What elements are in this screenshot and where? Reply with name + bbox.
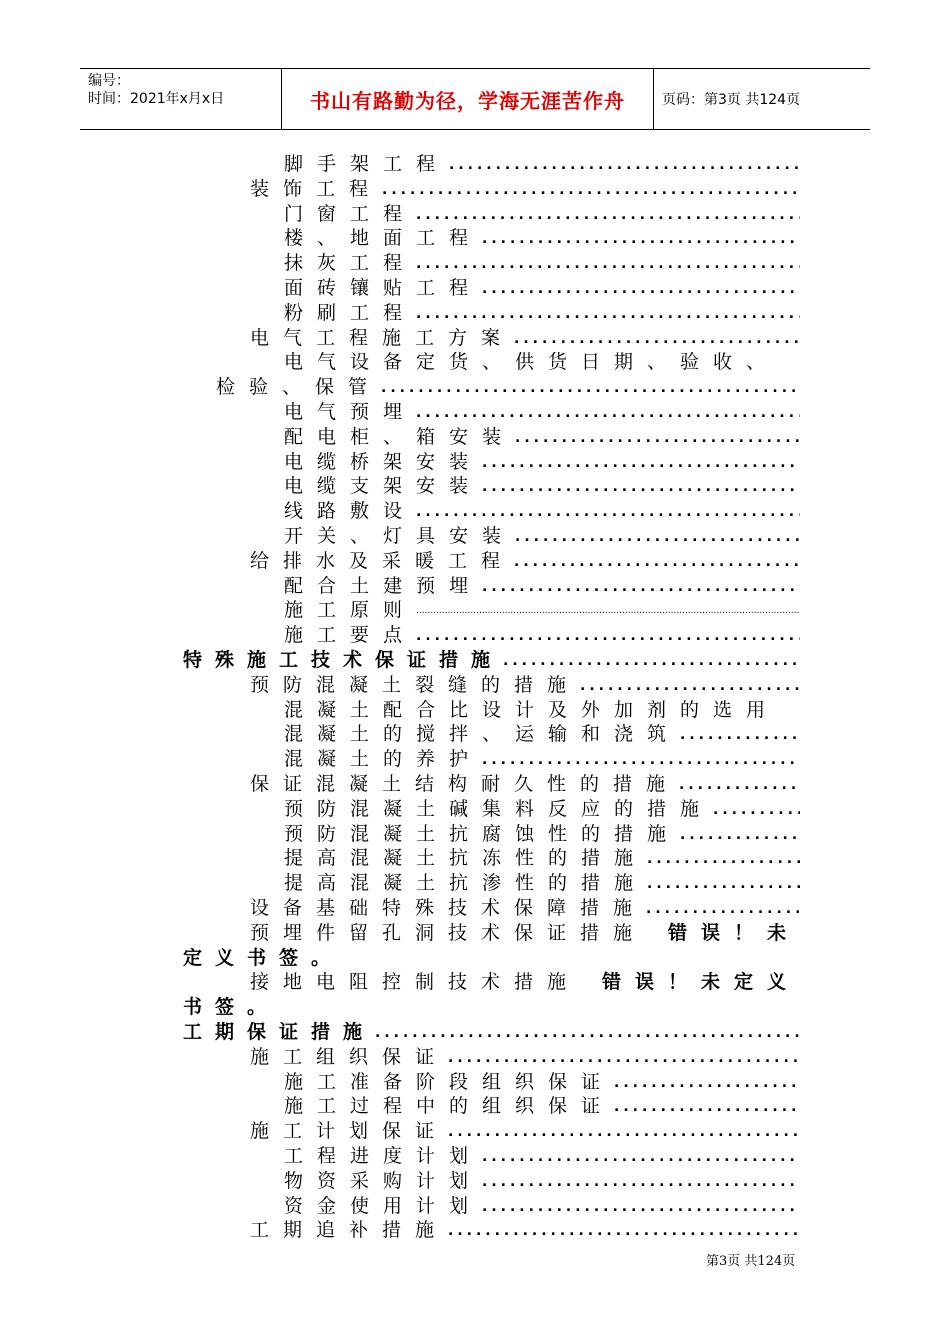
toc-entry-title: 混凝土的养护	[284, 748, 483, 771]
header-motto: 书山有路勤为径，学海无涯苦作舟	[310, 88, 625, 113]
toc-leader-dots	[382, 181, 800, 201]
toc-entry-title: 电缆桥架安装	[284, 450, 483, 473]
toc-leader-dots	[647, 875, 800, 895]
toc-entry-title: 线路敷设	[284, 500, 417, 523]
toc-leader-dots	[580, 677, 800, 697]
toc-entry-title: 预防混凝土抗腐蚀性的措施	[284, 822, 681, 845]
toc-entry[interactable]	[284, 524, 800, 548]
toc-leader-dots	[482, 578, 800, 598]
header-page-label: 页码：第3页 共124页	[662, 92, 801, 108]
toc-leader-dots	[482, 1198, 800, 1218]
toc-entry-title: 面砖镶贴工程	[284, 277, 483, 299]
toc-entry[interactable]	[284, 450, 800, 474]
toc-entry[interactable]	[250, 896, 800, 920]
toc-leader-dots	[647, 850, 800, 870]
toc-entry-title: 工程进度计划	[284, 1145, 483, 1167]
toc-entry-title: 配合土建预埋	[284, 574, 483, 597]
toc-entry[interactable]	[284, 226, 800, 250]
toc-entry[interactable]	[284, 797, 800, 821]
toc-leader-dots	[482, 1148, 800, 1168]
toc-leader-dots	[514, 330, 800, 350]
toc-entry-title: 开关、灯具安装	[284, 525, 516, 547]
toc-entry[interactable]	[183, 648, 800, 672]
toc-leader-dots	[482, 478, 800, 498]
toc-leader-dots	[713, 801, 800, 821]
toc-entry-title: 工期追补措施	[250, 1219, 449, 1242]
toc-entry-title: 施工过程中的组织保证	[284, 1095, 615, 1118]
toc-entry[interactable]	[250, 970, 800, 994]
toc-entry[interactable]	[284, 871, 800, 895]
page-header	[80, 68, 870, 130]
toc-leader-dots	[614, 1074, 800, 1094]
toc-entry[interactable]	[284, 251, 800, 275]
toc-leader-dots	[503, 652, 800, 672]
toc-error-text: 错误！未	[667, 921, 800, 944]
toc-leader-dots	[482, 230, 800, 250]
toc-entry[interactable]	[250, 326, 800, 350]
toc-entry-title: 工期保证措施	[183, 1021, 376, 1043]
toc-entry-title: 检验、保管	[216, 376, 382, 399]
toc-entry[interactable]	[250, 1218, 800, 1242]
toc-leader-dots	[482, 751, 800, 771]
toc-leader-dots	[416, 206, 800, 226]
toc-entry-title: 施工原则	[284, 599, 417, 622]
toc-entry-title: 电缆支架安装	[284, 475, 483, 498]
toc-entry-title: 门窗工程	[284, 202, 417, 225]
toc-leader-dots	[680, 826, 800, 846]
toc-entry-title: 预埋件留孔洞技术保证措施	[250, 921, 647, 944]
toc-entry-title: 电气预埋	[284, 401, 417, 423]
toc-entry[interactable]	[284, 276, 800, 300]
toc-leader-dots	[679, 776, 800, 796]
toc-entry[interactable]	[284, 623, 800, 647]
toc-entry[interactable]	[284, 474, 800, 498]
toc-entry-title: 电气工程施工方案	[250, 326, 515, 349]
toc-leader-dots	[375, 1024, 800, 1044]
toc-entry-title: 施工计划保证	[250, 1120, 449, 1143]
toc-entry[interactable]	[284, 400, 800, 424]
toc-entry-title: 楼、地面工程	[284, 227, 483, 250]
header-meta	[88, 72, 224, 108]
toc-entry-title: 特殊施工技术保证措施	[183, 649, 504, 671]
toc-leader-dots	[448, 1049, 800, 1069]
toc-entry-title: 装饰工程	[250, 177, 383, 200]
toc-entry[interactable]	[250, 921, 800, 945]
toc-leader-dots	[448, 1222, 800, 1242]
toc-entry[interactable]	[284, 1070, 800, 1094]
toc-entry[interactable]	[250, 177, 800, 201]
toc-entry-title: 给排水及采暖工程	[250, 549, 515, 572]
toc-entry-title: 抹灰工程	[284, 252, 417, 275]
toc-leader-dots	[416, 404, 800, 424]
toc-entry-title: 电气设备定货、供货日期、验收、	[284, 351, 780, 374]
header-divider	[653, 69, 654, 129]
toc-entry[interactable]	[284, 202, 800, 226]
toc-entry-title: 保证混凝土结构耐久性的措施	[250, 773, 680, 795]
toc-entry[interactable]	[284, 152, 800, 176]
toc-leader-dots	[515, 429, 800, 449]
toc-leader-dots	[680, 726, 800, 746]
toc-leader-dots	[381, 379, 800, 399]
toc-entry-title: 物资采购计划	[284, 1169, 483, 1192]
toc-entry[interactable]	[284, 499, 800, 523]
toc-entry[interactable]	[250, 673, 800, 697]
toc-leader-dots	[514, 553, 800, 573]
toc-entry-title: 施工准备阶段组织保证	[284, 1070, 615, 1093]
serial-label: 编号：	[88, 73, 130, 89]
toc-entry[interactable]	[284, 846, 800, 870]
toc-leader-dots	[482, 1173, 800, 1193]
toc-entry-title: 脚手架工程	[284, 153, 450, 175]
toc-entry-title: 书签。	[183, 996, 280, 1019]
toc-entry[interactable]	[250, 549, 800, 573]
toc-entry[interactable]	[183, 1020, 800, 1044]
toc-entry[interactable]	[183, 946, 800, 970]
toc-leader-dots	[515, 528, 800, 548]
toc-entry-title: 提高混凝土抗冻性的措施	[284, 847, 648, 870]
toc-entry[interactable]	[284, 722, 800, 746]
toc-entry[interactable]	[183, 995, 800, 1019]
toc-entry-title: 混凝土配合比设计及外加剂的选用	[284, 698, 780, 721]
toc-entry-title: 配电柜、箱安装	[284, 425, 516, 448]
toc-entry[interactable]	[250, 772, 800, 796]
toc-entry[interactable]	[284, 574, 800, 598]
toc-entry-title: 接地电阻控制技术措施	[250, 971, 581, 994]
toc-entry[interactable]	[284, 698, 800, 722]
toc-leader-dots	[448, 1123, 800, 1143]
toc-entry[interactable]	[284, 425, 800, 449]
toc-leader-dots	[482, 454, 800, 474]
toc-leader-dots	[449, 156, 800, 176]
toc-entry[interactable]	[284, 301, 800, 325]
time-label: 时间：2021年x月x日	[88, 91, 225, 107]
toc-entry-title: 定义书签。	[183, 946, 344, 969]
toc-entry-title: 施工组织保证	[250, 1045, 449, 1068]
toc-entry[interactable]	[250, 1119, 800, 1143]
toc-entry[interactable]	[284, 747, 800, 771]
toc-leader-dots	[416, 305, 800, 325]
toc-leader-dots	[482, 280, 800, 300]
toc-entry[interactable]	[284, 1194, 800, 1218]
toc-entry-title: 提高混凝土抗渗性的措施	[284, 872, 648, 895]
toc-entry-title: 粉刷工程	[284, 301, 417, 324]
toc-entry[interactable]	[284, 1169, 800, 1193]
toc-entry[interactable]	[284, 822, 800, 846]
toc-entry[interactable]	[250, 1045, 800, 1069]
page-footer: 第3页 共124页	[706, 1254, 796, 1269]
toc-leader-dots	[614, 1098, 800, 1118]
toc-leader-dots	[646, 900, 800, 920]
toc-entry-title: 设备基础特殊技术保障措施	[250, 897, 647, 919]
toc-leader-dots	[416, 602, 800, 622]
toc-entry-title: 预防混凝土碱集料反应的措施	[284, 797, 714, 820]
toc-entry[interactable]	[284, 1094, 800, 1118]
toc-leader-dots	[416, 255, 800, 275]
toc-entry-title: 混凝土的搅拌、运输和浇筑	[284, 723, 681, 746]
toc-entry[interactable]	[284, 598, 800, 622]
toc-entry-title: 预防混凝土裂缝的措施	[250, 673, 581, 696]
toc-entry[interactable]	[284, 1144, 800, 1168]
toc-entry[interactable]	[216, 375, 800, 399]
toc-error-text: 错误！未定义	[601, 971, 800, 994]
toc-leader-dots	[416, 627, 800, 647]
toc-leader-dots	[416, 503, 800, 523]
toc-entry-title: 资金使用计划	[284, 1194, 483, 1217]
toc-entry[interactable]	[284, 350, 800, 374]
toc-entry-title: 施工要点	[284, 624, 417, 647]
